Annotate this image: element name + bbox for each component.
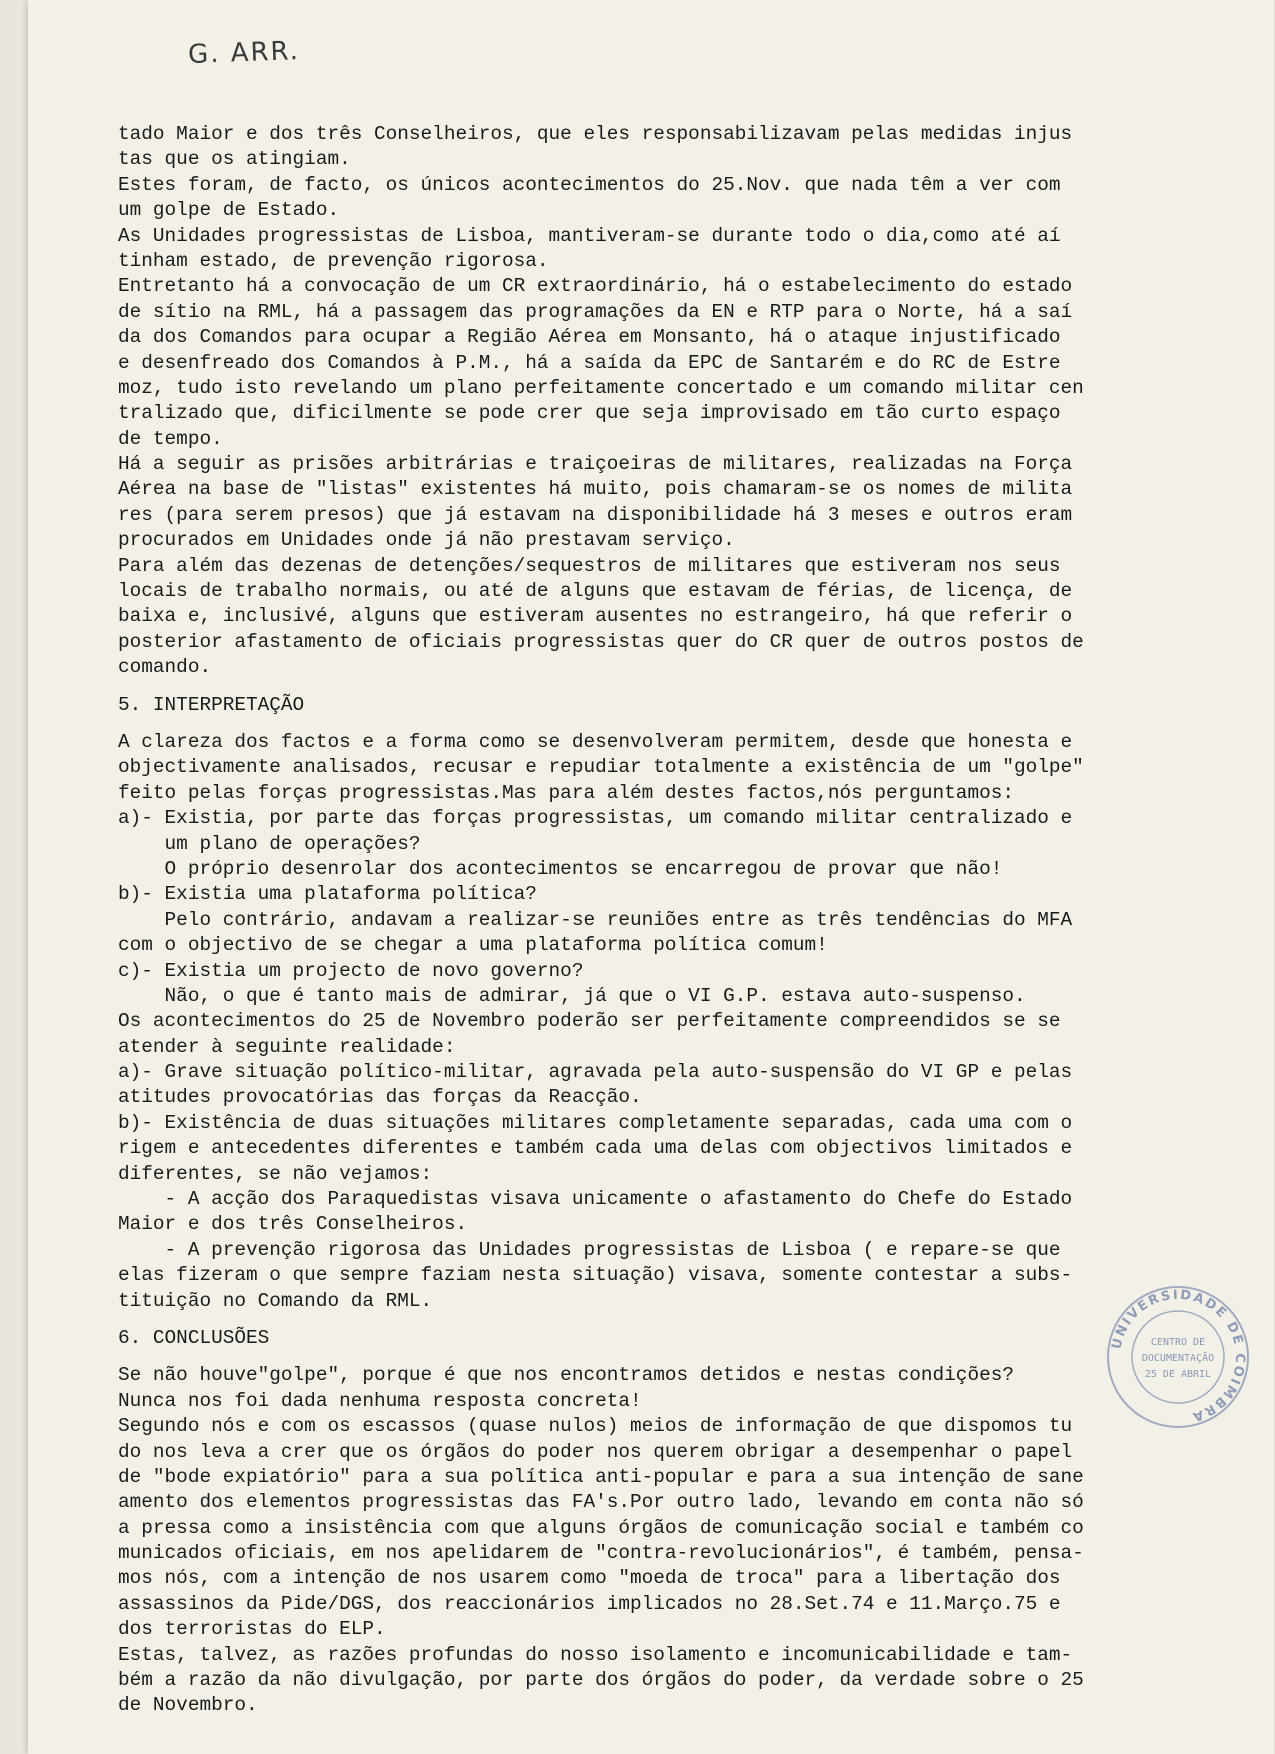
text-line: tas que os atingiam. [118, 148, 351, 171]
text-line: atitudes provocatórias das forças da Reacção. [118, 1086, 642, 1109]
text-line: Se não houve"golpe", porque é que nos encontramos detidos e nestas condições? [118, 1364, 1014, 1387]
text-line: b)- Existia uma plataforma política? [118, 883, 537, 906]
text-line: tinham estado, de prevenção rigorosa. [118, 249, 549, 272]
text-line: tralizado que, dificilmente se pode crer que seja improvisado em tão curto espaço [118, 402, 1061, 425]
text-line: tituição no Comando da RML. [118, 1289, 433, 1312]
paragraph-block-interpretation [118, 730, 1158, 1314]
text-line: bém a razão da não divulgação, por parte dos órgãos do poder, da verdade sobre o 25 [118, 1669, 1084, 1692]
text-line: moz, tudo isto revelando um plano perfeitamente concertado e um comando militar cen [118, 376, 1084, 399]
archive-stamp [1103, 1282, 1253, 1432]
text-line: Aérea na base de "listas" existentes há muito, pois chamaram-se os nomes de milita [118, 478, 1073, 501]
text-line: tado Maior e dos três Conselheiros, que eles responsabilizavam pelas medidas injus [118, 123, 1073, 145]
text-line: - A acção dos Paraquedistas visava unicamente o afastamento do Chefe do Estado [118, 1188, 1073, 1211]
text-line: de sítio na RML, há a passagem das programações da EN e RTP para o Norte, há a saí [118, 300, 1073, 323]
text-line: Há a seguir as prisões arbitrárias e traiçoeiras de militares, realizadas na Força [118, 453, 1073, 476]
text-line: feito pelas forças progressistas.Mas para além destes factos,nós perguntamos: [118, 781, 1014, 804]
text-line: da dos Comandos para ocupar a Região Aérea em Monsanto, há o ataque injustificado [118, 326, 1061, 349]
paragraph-block-conclusions [118, 1363, 1158, 1718]
text-line: dos terroristas do ELP. [118, 1618, 386, 1641]
text-line: A clareza dos factos e a forma como se desenvolveram permitem, desde que honesta e [118, 730, 1073, 753]
text-line: locais de trabalho normais, ou até de alguns que estavam de férias, de licença, de [118, 580, 1073, 603]
text-line: mos nós, com a intenção de nos usarem como "moeda de troca" para a libertação dos [118, 1567, 1061, 1590]
text-line: objectivamente analisados, recusar e repudiar totalmente a existência de um "golpe" [118, 756, 1084, 779]
text-line: posterior afastamento de oficiais progressistas quer do CR quer de outros postos de [118, 630, 1084, 653]
text-line: Segundo nós e com os escassos (quase nulos) meios de informação de que dispomos tu [118, 1415, 1073, 1438]
stamp-line-3: 25 DE ABRIL [1144, 1369, 1212, 1380]
text-line: amento dos elementos progressistas das FA's.Por outro lado, levando em conta não só [118, 1491, 1084, 1514]
stamp-seal-icon [1103, 1282, 1253, 1432]
document-page [28, 0, 1274, 1754]
text-line: Maior e dos três Conselheiros. [118, 1213, 468, 1236]
text-line: As Unidades progressistas de Lisboa, mantiveram-se durante todo o dia,como até aí [118, 224, 1061, 247]
section-heading-conclusoes: 6. CONCLUSÕES [118, 1326, 270, 1349]
text-line: diferentes, se não vejamos: [118, 1162, 433, 1185]
text-line: do nos leva a crer que os órgãos do poder nos querem obrigar a desempenhar o papel [118, 1440, 1073, 1463]
text-line: Estas, talvez, as razões profundas do nosso isolamento e incomunicabilidade e tam- [118, 1643, 1073, 1666]
text-line: de Novembro. [118, 1694, 258, 1717]
text-line: res (para serem presos) que já estavam na disponibilidade há 3 meses e outros eram [118, 503, 1073, 526]
section-heading-interpretacao: 5. INTERPRETAÇÃO [118, 693, 305, 716]
text-line: atender à seguinte realidade: [118, 1035, 456, 1058]
text-line: b)- Existência de duas situações militares completamente separadas, cada uma com o [118, 1111, 1073, 1134]
text-line: baixa e, inclusivé, alguns que estiveram ausentes no estrangeiro, há que referir o [118, 605, 1073, 628]
paragraph-block-events [118, 122, 1158, 681]
text-line: - A prevenção rigorosa das Unidades progressistas de Lisboa ( e repare-se que [118, 1238, 1061, 1261]
stamp-ring-text: UNIVERSIDADE DE COIMBRA [1109, 1287, 1248, 1425]
text-line: Nunca nos foi dada nenhuma resposta concreta! [118, 1389, 642, 1412]
text-line: elas fizeram o que sempre faziam nesta situação) visava, somente contestar a subs- [118, 1264, 1073, 1287]
text-line: a)- Existia, por parte das forças progressistas, um comando militar centralizado e [118, 807, 1073, 830]
stamp-line-1: CENTRO DE [1150, 1337, 1206, 1348]
text-line: Não, o que é tanto mais de admirar, já que o VI G.P. estava auto-suspenso. [118, 984, 1026, 1007]
text-line: comando. [118, 656, 212, 679]
text-line: Entretanto há a convocação de um CR extraordinário, há o estabelecimento do estado [118, 275, 1073, 298]
text-line: a)- Grave situação político-militar, agravada pela auto-suspensão do VI GP e pelas [118, 1061, 1073, 1084]
text-line: c)- Existia um projecto de novo governo? [118, 959, 584, 982]
text-line: de "bode expiatório" para a sua política anti-popular e para a sua intenção de sane [118, 1465, 1084, 1488]
text-line: procurados em Unidades onde já não prestavam serviço. [118, 529, 735, 552]
text-line: um golpe de Estado. [118, 199, 340, 222]
text-line: Estes foram, de facto, os únicos acontecimentos do 25.Nov. que nada têm a ver com [118, 173, 1061, 196]
text-line: Pelo contrário, andavam a realizar-se reuniões entre as três tendências do MFA [118, 908, 1073, 931]
text-line: O próprio desenrolar dos acontecimentos se encarregou de provar que não! [118, 857, 1003, 880]
text-line: rigem e antecedentes diferentes e também cada uma delas com objectivos limitados e [118, 1137, 1073, 1160]
text-line: e desenfreado dos Comandos à P.M., há a saída da EPC de Santarém e do RC de Estre [118, 351, 1061, 374]
text-line: a pressa como a insistência com que alguns órgãos de comunicação social e também co [118, 1516, 1084, 1539]
text-line: assassinos da Pide/DGS, dos reaccionários implicados no 28.Set.74 e 11.Março.75 e [118, 1592, 1061, 1615]
stamp-line-2: DOCUMENTAÇÃO [1141, 1353, 1215, 1364]
text-line: com o objectivo de se chegar a uma plataforma política comum! [118, 934, 828, 957]
text-line: um plano de operações? [118, 832, 421, 855]
document-body [118, 122, 1158, 1719]
text-line: municados oficiais, em nos apelidarem de "contra-revolucionários", é também, pensa- [118, 1542, 1084, 1565]
text-line: Para além das dezenas de detenções/sequestros de militares que estiveram nos seus [118, 554, 1061, 577]
text-line: de tempo. [118, 427, 223, 450]
text-line: Os acontecimentos do 25 de Novembro poderão ser perfeitamente compreendidos se se [118, 1010, 1061, 1033]
handwritten-note: G. ARR. [187, 36, 301, 70]
